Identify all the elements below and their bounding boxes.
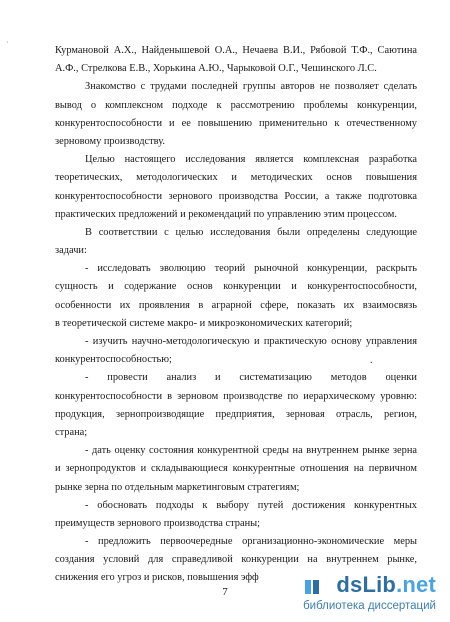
text-line: А.Ф., Стрелкова Е.В., Хорькина А.Ю., Чарыковой О.Г., Чешинского Л.С. [55, 63, 377, 75]
text-line: и зернопродуктов и складывающиеся конкурентные отношения на первичном [55, 463, 417, 475]
text-line: Курмановой А.Х., Найденышевой О.А., Нечаева В.И., Рябовой Т.Ф., Саютина [55, 45, 417, 56]
text-line: страна; [55, 426, 88, 438]
margin-mark: · [6, 38, 9, 47]
text-line: создания условий для справедливой конкуренции на внутреннем рынке, [55, 554, 417, 566]
watermark-logo-main: dsLib [336, 572, 397, 597]
text-line: В соответствии с целью исследования были определены следующие [85, 226, 417, 238]
text-line: конкурентоспособности в зерновом производстве по иерархическому уровню: [55, 390, 417, 402]
text-line: - предложить первоочередные организационно-экономические меры [85, 536, 417, 548]
text-line: конкурентоспособности зернового производства России, а также подготовка [55, 190, 417, 202]
text-line: конкурентоспособности и ее повышению применительно к отечественному [55, 117, 417, 129]
text-line: особенности их проявления в аграрной сфере, показать их взаимосвязь [55, 299, 417, 311]
book-icon [304, 578, 320, 596]
text-line: конкурентоспособностью; [55, 354, 172, 366]
text-line: - дать оценку состояния конкурентной среды на внутреннем рынке зерна [85, 445, 417, 457]
text-line: - исследовать эволюцию теорий рыночной конкуренции, раскрыть [85, 263, 417, 275]
page-number: 7 [222, 586, 228, 598]
text-line: вывод о комплексном подходе к рассмотрению проблемы конкуренции, [55, 99, 417, 111]
watermark-logo [336, 572, 436, 598]
body-text [55, 42, 417, 588]
watermark-subtitle: библиотека диссертаций [303, 600, 436, 612]
text-line: преимуществ зернового производства страны; [55, 517, 261, 529]
text-line: задачи: [55, 245, 87, 257]
text-line: теоретических, методологических и методических основ повышения [55, 172, 417, 184]
text-line: зерновому производству. [55, 135, 165, 147]
text-line: - провести анализ и систематизацию методов оценки [85, 372, 417, 384]
text-line: - обосновать подходы к выбору путей достижения конкурентных [85, 499, 417, 511]
text-line: Целью настоящего исследования является комплексная разработка [85, 154, 417, 166]
text-line: рынке зерна по отдельным маркетинговым стратегиям; [55, 481, 300, 493]
text-line: Знакомство с трудами последней группы авторов не позволяет сделать [85, 81, 417, 93]
text-line: продукция, зернопроизводящие предприятия, зерновая отрасль, регион, [55, 408, 417, 420]
watermark-logo-suffix: .net [396, 572, 436, 597]
text-line: в теоретической системе макро- и микроэкономических категорий; [55, 317, 353, 329]
text-line: - изучить научно-методологическую и практическую основу управления [85, 336, 417, 347]
text-line: практических предложений и рекомендаций по управлению этим процессом. [55, 208, 397, 220]
dslib-watermark[interactable] [292, 572, 442, 618]
stray-dot: . [370, 355, 373, 366]
text-line: сущность и содержание основ конкуренции и конкурентоспособности, [55, 281, 417, 293]
text-line: снижения его угроз и рисков, повышения эфф [55, 572, 259, 584]
